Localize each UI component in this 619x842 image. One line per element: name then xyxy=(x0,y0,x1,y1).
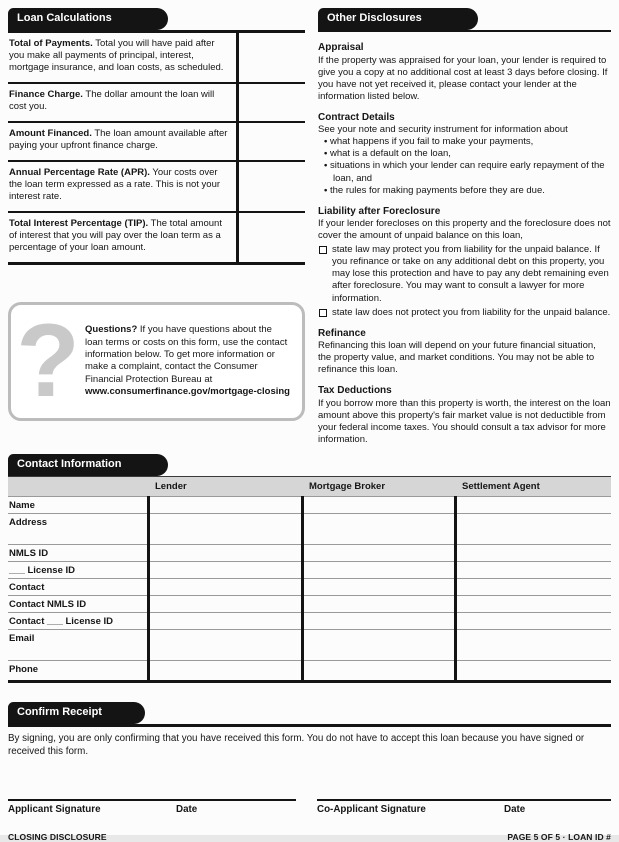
loan-calc-value-cell[interactable] xyxy=(237,212,305,263)
table-row-address xyxy=(8,514,611,545)
footer-document-title: CLOSING DISCLOSURE xyxy=(8,832,107,842)
cell-lender[interactable] xyxy=(148,630,302,661)
cell-mortgage-broker[interactable] xyxy=(302,630,455,661)
loan-calc-term: Total Interest Percentage (TIP). xyxy=(9,217,149,229)
loan-calculations-table xyxy=(8,33,305,265)
loan-calc-value-cell[interactable] xyxy=(237,122,305,161)
loan-calc-term: Annual Percentage Rate (APR). xyxy=(9,166,150,178)
liability-intro: If your lender forecloses on this property and the foreclosure does not cover the amount of unpaid balance on this loan, xyxy=(318,218,611,242)
checkbox-unchecked-icon[interactable] xyxy=(319,309,327,317)
list-item: • what is a default on the loan, xyxy=(324,148,611,160)
loan-calc-description xyxy=(8,212,237,263)
cell-settlement-agent[interactable] xyxy=(455,661,611,682)
column-header-mortgage-broker: Mortgage Broker xyxy=(302,477,455,497)
loan-calculations-column xyxy=(8,8,305,421)
table-row xyxy=(8,212,305,263)
cell-settlement-agent[interactable] xyxy=(455,514,611,545)
list-item: • what happens if you fail to make your payments, xyxy=(324,136,611,148)
questions-lead: Questions? xyxy=(85,324,138,336)
row-label: Email xyxy=(8,630,148,661)
table-row-contact xyxy=(8,579,611,596)
confirm-receipt-section xyxy=(8,702,611,815)
contract-details-intro: See your note and security instrument for information about xyxy=(318,124,568,136)
table-row xyxy=(8,161,305,212)
cell-settlement-agent[interactable] xyxy=(455,562,611,579)
table-row-nmls-id xyxy=(8,545,611,562)
column-header-lender: Lender xyxy=(148,477,302,497)
liability-option-1 xyxy=(318,244,611,304)
loan-calc-description xyxy=(8,33,237,83)
loan-calc-description xyxy=(8,161,237,212)
row-label: NMLS ID xyxy=(8,545,148,562)
list-item: • situations in which your lender can require early repayment of the loan, and xyxy=(324,160,611,184)
loan-calc-value-cell[interactable] xyxy=(237,83,305,122)
confirm-receipt-tab: Confirm Receipt xyxy=(8,702,145,724)
loan-calc-term: Total of Payments. xyxy=(9,38,93,49)
table-row-email xyxy=(8,630,611,661)
cell-lender[interactable] xyxy=(148,545,302,562)
table-row-phone xyxy=(8,661,611,682)
loan-calc-description xyxy=(8,83,237,122)
footer-page-number: PAGE 5 OF 5 · LOAN ID # xyxy=(507,832,611,842)
cell-settlement-agent[interactable] xyxy=(455,545,611,562)
cell-settlement-agent[interactable] xyxy=(455,596,611,613)
table-row-contact-license-id xyxy=(8,613,611,630)
loan-calc-text: Your costs over the loan term expressed as a rate. This is not your interest rate. xyxy=(9,166,221,202)
page-footer xyxy=(8,832,611,842)
loan-calc-description xyxy=(8,122,237,161)
other-disclosures-tab: Other Disclosures xyxy=(318,8,478,30)
loan-calc-text: The loan amount available after paying your upfront finance charge. xyxy=(9,127,228,151)
question-mark-icon: ? xyxy=(16,302,80,419)
cell-mortgage-broker[interactable] xyxy=(302,497,455,514)
table-row-name xyxy=(8,497,611,514)
cell-lender[interactable] xyxy=(148,596,302,613)
contact-information-tab: Contact Information xyxy=(8,454,168,476)
tax-deductions-heading: Tax Deductions xyxy=(318,385,392,397)
confirm-receipt-header xyxy=(8,702,611,727)
row-label: ___ License ID xyxy=(8,562,148,579)
cell-lender[interactable] xyxy=(148,562,302,579)
applicant-signature-label: Applicant Signature xyxy=(8,804,101,816)
loan-calc-text: The total amount of interest that you will pay over the loan term as a percentage of your loan amount. xyxy=(9,217,222,253)
contract-details-heading: Contract Details xyxy=(318,111,395,123)
loan-calc-value-cell[interactable] xyxy=(237,161,305,212)
appraisal-heading: Appraisal xyxy=(318,42,364,53)
loan-calc-text: The dollar amount the loan will cost you. xyxy=(9,88,215,112)
checkbox-unchecked-icon[interactable] xyxy=(319,246,327,254)
cell-mortgage-broker[interactable] xyxy=(302,562,455,579)
other-disclosures-column xyxy=(318,8,611,446)
questions-info-box xyxy=(8,302,305,421)
questions-body: If you have questions about the loan terms or costs on this form, use the contact information below. To get more information or make a complaint, contact the Consumer Financial Protection Bureau at xyxy=(85,324,288,385)
co-applicant-signature-label: Co-Applicant Signature xyxy=(317,804,426,816)
confirm-receipt-body: By signing, you are only confirming that you have received this form. You do not have to accept this loan because you have signed or received this form. xyxy=(8,733,585,757)
cell-settlement-agent[interactable] xyxy=(455,497,611,514)
cell-lender[interactable] xyxy=(148,497,302,514)
row-label: Phone xyxy=(8,661,148,682)
cell-settlement-agent[interactable] xyxy=(455,613,611,630)
liability-option-text: state law does not protect you from liability for the unpaid balance. xyxy=(332,306,611,318)
cell-mortgage-broker[interactable] xyxy=(302,514,455,545)
row-label: Address xyxy=(8,514,148,545)
table-row xyxy=(8,33,305,83)
cell-mortgage-broker[interactable] xyxy=(302,613,455,630)
cell-mortgage-broker[interactable] xyxy=(302,545,455,562)
loan-calc-term: Amount Financed. xyxy=(9,127,92,139)
contract-details-list xyxy=(324,136,611,196)
column-header-settlement-agent: Settlement Agent xyxy=(455,477,611,497)
appraisal-body: If the property was appraised for your loan, your lender is required to give you a copy at no additional cost at least 3 days before closing. If you have not yet received it, please contact your lender at the information listed below. xyxy=(318,54,608,102)
loan-calc-text: Total you will have paid after you make all payments of principal, interest, mortgage insurance, and loan costs, as scheduled. xyxy=(9,38,224,73)
cell-mortgage-broker[interactable] xyxy=(302,661,455,682)
table-row xyxy=(8,122,305,161)
table-row-contact-nmls-id xyxy=(8,596,611,613)
loan-calculations-tab: Loan Calculations xyxy=(8,8,168,30)
cell-lender[interactable] xyxy=(148,514,302,545)
row-label: Contact NMLS ID xyxy=(8,596,148,613)
applicant-signature-line[interactable] xyxy=(8,799,296,815)
refinance-heading: Refinance xyxy=(318,327,366,339)
tax-deductions-body: If you borrow more than this property is worth, the interest on the loan amount above this property's fair market value is not deductible from your federal income taxes. You should consult a tax advisor for more information. xyxy=(318,397,611,445)
contact-information-table xyxy=(8,476,611,683)
refinance-body: Refinancing this loan will depend on your future financial situation, the property value, and market conditions. You may not be able to refinance this loan. xyxy=(318,340,596,376)
questions-text xyxy=(85,324,290,398)
applicant-date-label: Date xyxy=(176,804,198,816)
list-item: • the rules for making payments before they are due. xyxy=(324,185,611,197)
co-applicant-signature-line[interactable] xyxy=(317,799,611,815)
cfpb-link[interactable]: www.consumerfinance.gov/mortgage-closing xyxy=(85,385,290,397)
blank-header-cell xyxy=(8,477,148,497)
cell-settlement-agent[interactable] xyxy=(455,630,611,661)
contact-information-header xyxy=(8,454,611,476)
table-header-row xyxy=(8,477,611,497)
cell-lender[interactable] xyxy=(148,613,302,630)
top-columns xyxy=(8,8,611,446)
loan-calc-value-cell[interactable] xyxy=(237,33,305,83)
other-disclosures-header xyxy=(318,8,611,32)
loan-calc-term: Finance Charge. xyxy=(9,88,83,100)
liability-option-text: state law may protect you from liability for the unpaid balance. If you refinance or take on any additional debt on this property, you may lose this protection and have to pay any debt remaining even after foreclosure. You may want to consult a lawyer for more information. xyxy=(332,244,609,304)
row-label: Name xyxy=(8,497,148,514)
cell-lender[interactable] xyxy=(148,661,302,682)
row-label: Contact ___ License ID xyxy=(8,613,148,630)
cell-mortgage-broker[interactable] xyxy=(302,596,455,613)
row-label: Contact xyxy=(8,579,148,596)
loan-calculations-header xyxy=(8,8,305,33)
cell-mortgage-broker[interactable] xyxy=(302,579,455,596)
liability-option-2 xyxy=(318,307,611,319)
signature-row xyxy=(8,799,611,815)
cell-settlement-agent[interactable] xyxy=(455,579,611,596)
co-applicant-date-label: Date xyxy=(504,804,526,816)
liability-heading: Liability after Foreclosure xyxy=(318,205,441,217)
table-row-license-id xyxy=(8,562,611,579)
table-row xyxy=(8,83,305,122)
contact-information-section xyxy=(8,454,611,683)
cell-lender[interactable] xyxy=(148,579,302,596)
